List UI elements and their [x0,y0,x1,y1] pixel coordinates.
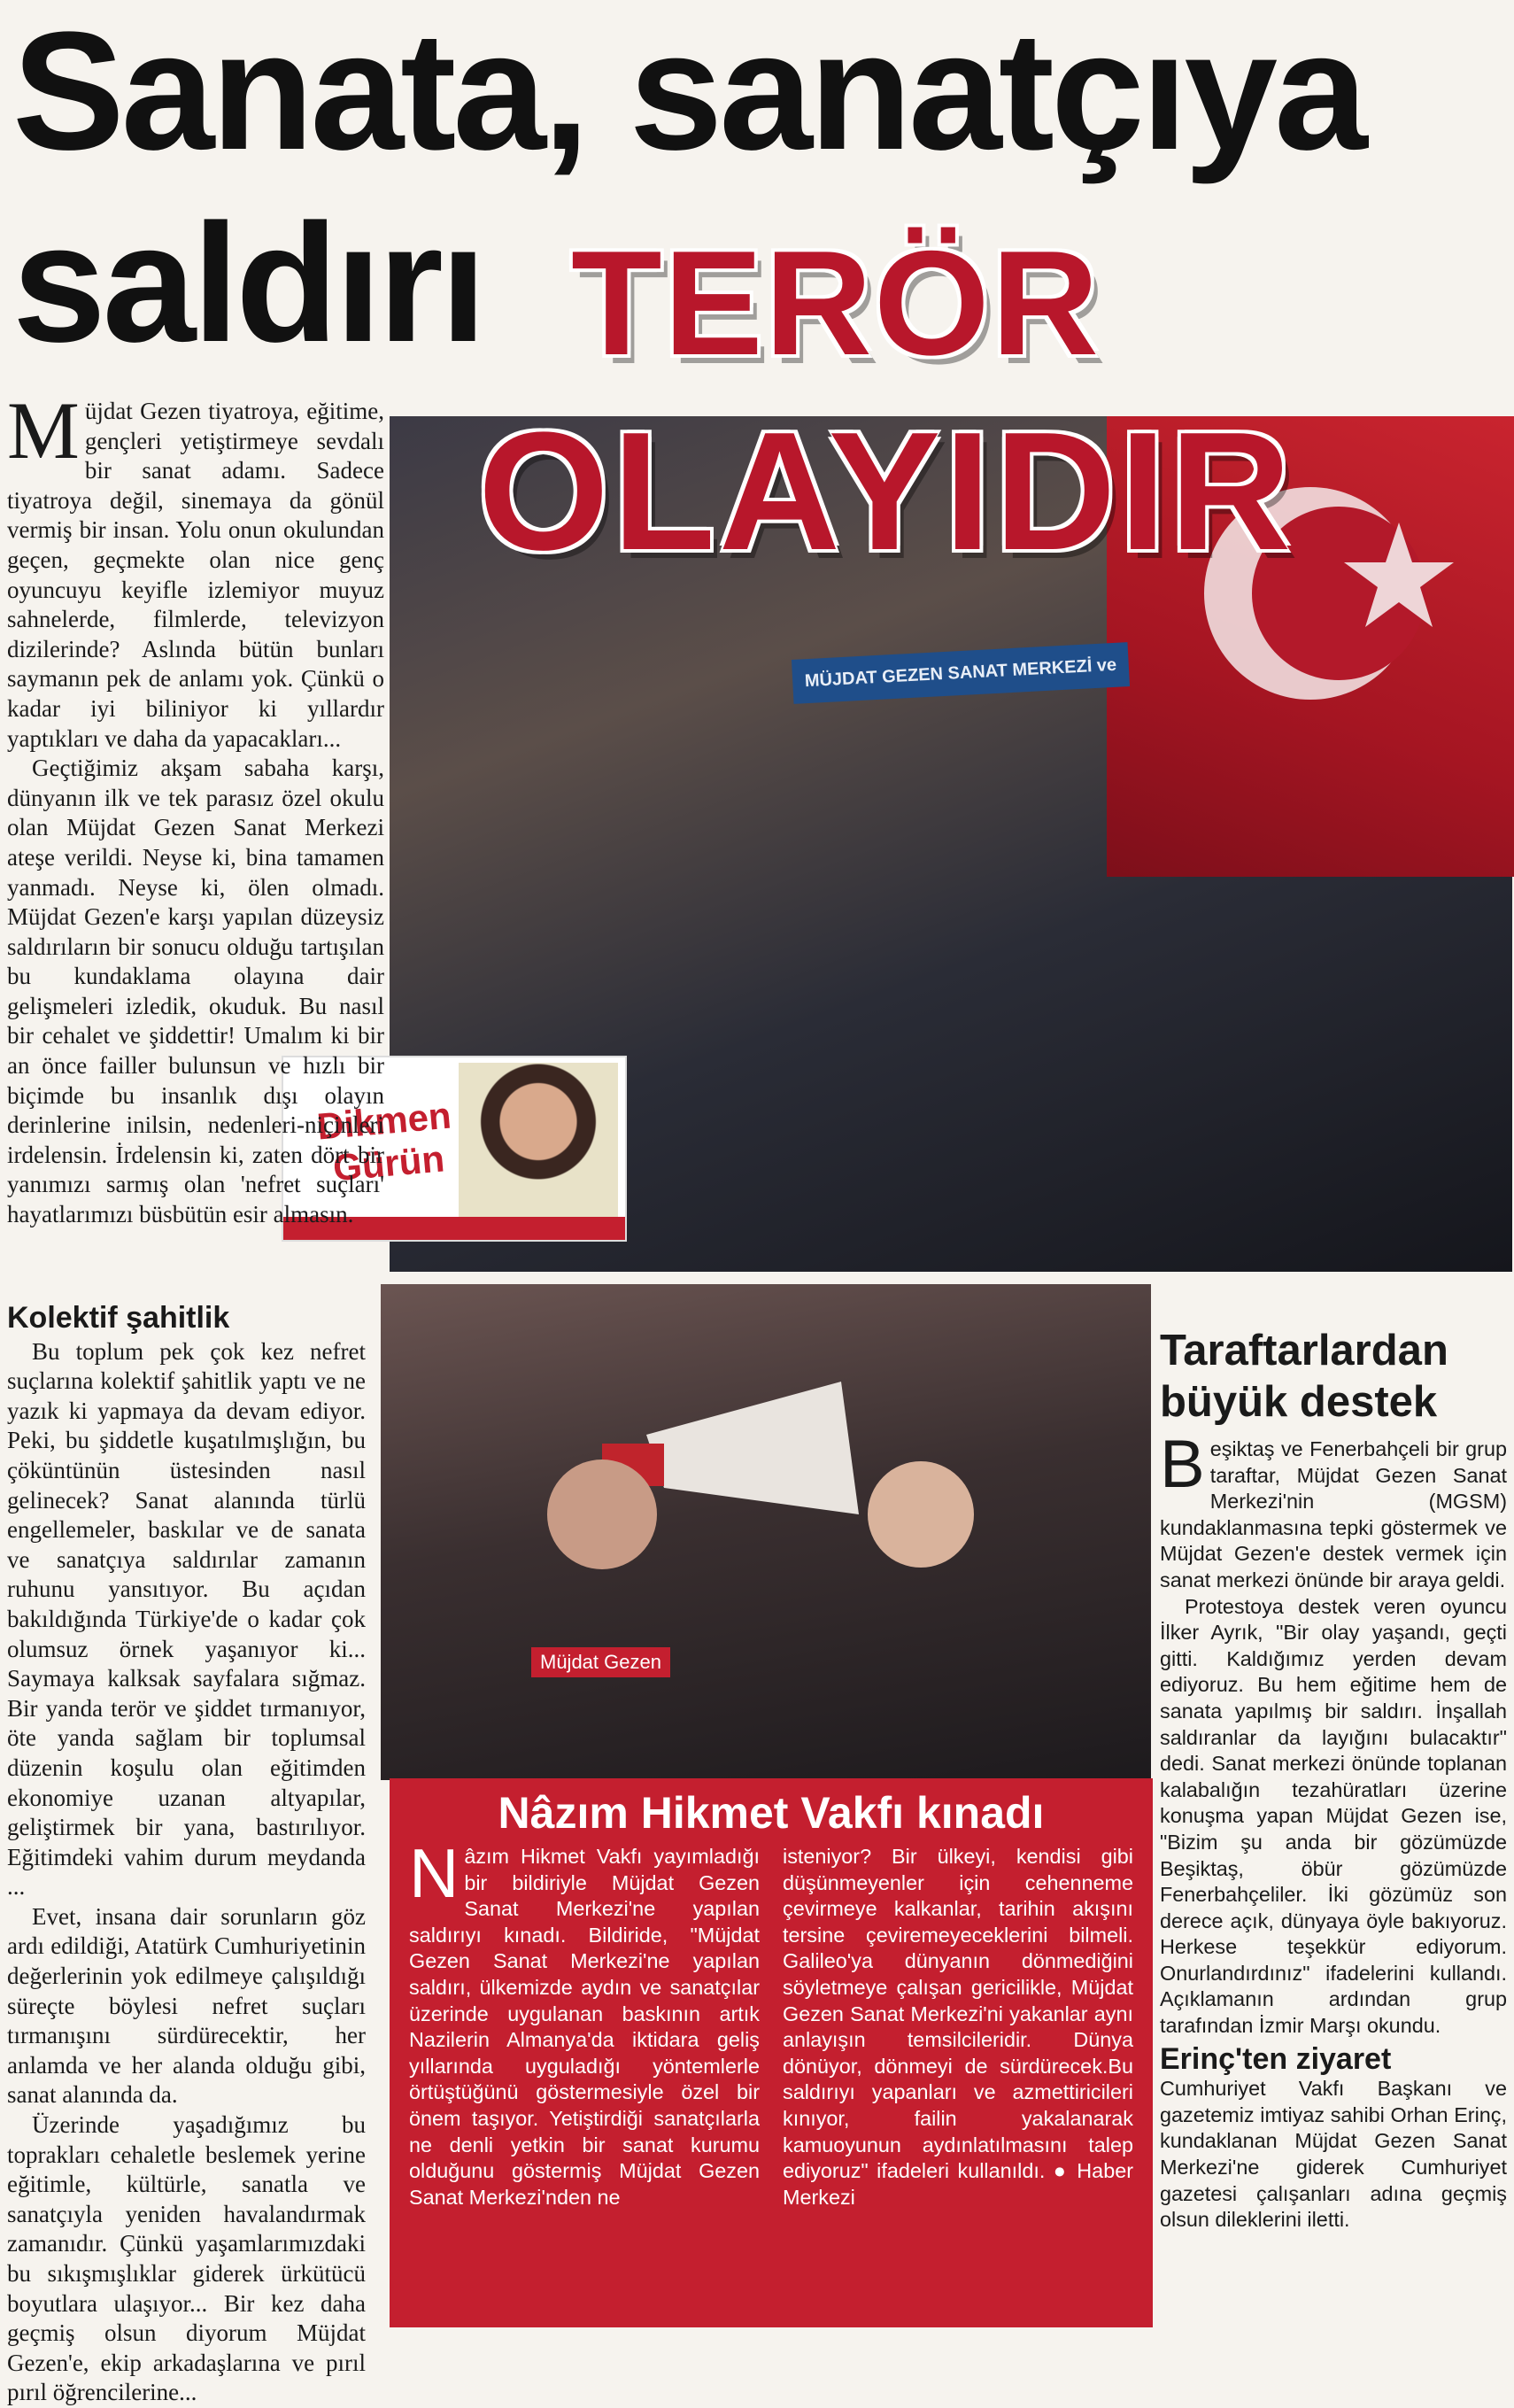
column-paragraph-1: üjdat Gezen tiyatroya, eğitime, gençleri yetiştirmeye sevdalı bir sanat adamı. Sadece tiyatroya değil, sinemaya da gönül vermiş bir insan. Yolu onun okulundan geçen, geçmekte olan nice genç oyuncuyu keyifle izlemiyor muyuz sahnelerde, filmlerde, televizyon dizilerinde? Aslında bütün bunları saymanın pek de anlamı yok. Çünkü o kadar iyi biliniyor ki yıllardır yaptıkları ve daha da yapacakları... [7,398,384,752]
column-paragraph-3: Bu toplum pek çok kez nefret suçlarına kolektif şahitlik yaptı ve ne yazık ki yapmaya da devam ediyor. Peki, bu şiddetle kuşatılmışlığın, bu çöküntünün üstesinden nasıl gelinecek? Sanat alanında türlü engellemeler, baskılar ve de sanata ve sanatçıya saldırılar zamanın ruhunu yansıtıyor. Bu açıdan bakıldığında Türkiye'de o kadar çok olumsuz örnek yaşanıyor ki... Saymaya kalksak sayfalara sığmaz. Bir yanda terör ve şiddet tırmanıyor, öte yanda sağlam bir toplumsal düzenin koşulu olan eğitimden ekonomiye uzanan altyapılar, geliştirmek bir yana, bastırılıyor. Eğitimdeki vahim durum meydanda ... [7,1337,366,1901]
right-column [1160,1325,1507,2234]
dropcap: M [7,385,80,476]
overlay-headline-line-2: OLAYIDIR [478,398,1295,585]
headline-line-2: saldırı [12,190,483,377]
red-box-dropcap: N [409,1834,460,1912]
column-paragraph-4: Evet, insana dair sorunların göz ardı edildiği, Atatürk Cumhuriyetinin değerlerinin yok edilmeye çalışıldığı süreçte böylesi nefret suçları tırmanışını sürdürecektir, her anlamda ve her alanda olduğu gibi, sanat alanında da. [7,1902,366,2109]
right-headline-1: Taraftarlardan [1160,1327,1448,1374]
right-paragraph-2: Protestoya destek veren oyuncu İlker Ayrık, "Bir olay yaşandı, geçti gitti. Kaldığımız yerden devam ediyoruz. Bu hem eğitime hem de sanata yapılmış bir saldırı. İnşallah saldıranlar da layığını bulacaktır" dedi. Sanat merkezi önünde toplanan kalabalığın tezahüratları üzerine konuşma yapan Müjdat Gezen ise, "Bizim şu anda bir gözümüzde Beşiktaş, öbür gözümüzde Fenerbahçeliler. İki gözümüz son derece açık, dünyaya öyle bakıyoruz. Herkese teşekkür ediyorum. Onurlandırdınız" ifadelerini kullandı. Açıklamanın ardından grup tarafından İzmir Marşı okundu. [1160,1594,1507,2038]
column-paragraph-2: Geçtiğimiz akşam sabaha karşı, dünyanın ilk ve tek parasız özel okulu olan Müjdat Gezen Sanat Merkezi ateşe verildi. Neyse ki, bina tamamen yanmadı. Neyse ki, ölen olmadı. Müjdat Gezen'e karşı yapılan düzeysiz saldırıların bir sonucu olduğu tartışılan bu kundaklama olayına dair gelişmeleri izledik, okuduk. Bu nasıl bir cehalet ve şiddettir! Umalım ki bir an önce failler bulunsun ve hızlı bir biçimde bu insanlık dışı olayın derinlerine inilsin, nedenleri-niçinleri irdelensin. İrdelensin ki, zaten dört bir yanımızı sarmış olan 'nefret suçları' hayatlarımızı büsbütün esir almasın. [7,755,384,1228]
headline-line-1: Sanata, sanatçıya [12,0,1364,185]
secondary-photo-megaphone [372,1275,1151,1780]
column-paragraph-5: Üzerinde yaşadığımız bu toprakları cehaletle beslemek yerine eğitimle, kültürle, sanatla ve sanatçıyla yeniden havalandırmak zamanıdır. Çünkü yaşamlarımızdaki bu sıkışmışlıklar giderek ürkütücü boyutlara ulaşıyor... Bir kez daha geçmiş olsun diyorum Müjdat Gezen'e, ekip arkadaşlarına ve pırıl pırıl öğrencilerine... [7,2111,366,2406]
right-headline-2: büyük destek [1160,1378,1438,1426]
column-subhead: Kolektif şahitlik [7,1301,230,1335]
right-paragraph-3: Cumhuriyet Vakfı Başkanı ve gazetemiz imtiyaz sahibi Orhan Erinç, kundaklanan Müjdat Gezen Sanat Merkezi'ne giderek Cumhuriyet gazetesi çalışanları adına geçmiş olsun dileklerini iletti. [1160,2077,1507,2232]
author-photo [459,1063,618,1231]
right-dropcap: B [1160,1427,1205,1502]
red-box-text-1: âzım Hikmet Vakfı yayımladığı bir bildiriyle Müjdat Gezen Sanat Merkezi'ne yapılan saldırıyı kınadı. Bildiride, "Müjdat Gezen Sanat Merkezi'ne yapılan saldırı, ülkemizde aydın ve sanatçılar üzerinde uygulanan baskının artık Nazilerin Almanya'da iktidara geliş yıllarında uyguladığı yöntemlerle örtüştüğünü göstermesiyle özel bir önem taşıyor. Yetiştirdiği sanatçılarla ne denli yetkin bir sanat kurumu olduğunu göstermiş Müjdat Gezen Sanat Merkezi'nden ne [409,1845,760,2209]
red-box-text-2: isteniyor? Bir ülkeyi, kendisi gibi düşünmeyenler için cehenneme çevirmeye kalkanlar, tarihin akışını tersine çeviremeyeceklerini bilmeli. Galileo'ya dünyanın dönmediğini söyletmeye çalışan gericilikle, Müjdat Gezen Sanat Merkezi'ni yakanlar aynı anlayışın temsilcileridir. Dünya dönüyor, dönmeyi de sürdürecek.Bu saldırıyı yapanları ve azmettiricileri kınıyor, failin yakalanarak kamuoyunun aydınlatılmasını talep ediyoruz" ifadeleri kullanıldı. [783,1845,1133,2183]
right-paragraph-1: eşiktaş ve Fenerbahçeli bir grup taraftar, Müjdat Gezen Sanat Merkezi'nin (MGSM) kundaklanmasına tepki göstermek ve Müjdat Gezen'e destek vermek için sanat merkezi önünde bir araya geldi. [1160,1437,1507,1591]
megaphone-icon [381,1284,1142,1771]
right-subhead: Erinç'ten ziyaret [1160,2041,1392,2076]
article-column-bottom [7,1300,366,2408]
red-box-column-1 [409,1834,760,2211]
author-last-name: Gürün [331,1137,446,1189]
article-column-top [7,385,384,1230]
red-box-byline: ● Haber Merkezi [783,2159,1133,2209]
right-column-text [1160,1427,1507,2234]
red-news-box [390,1778,1153,2327]
overlay-headline-line-1: TERÖR [571,220,1101,386]
author-first-name: Dikmen [315,1094,453,1148]
red-box-column-2 [783,1844,1133,2211]
building-sign: MÜJDAT GEZEN SANAT MERKEZİ ve [792,642,1130,704]
photo-caption: Müjdat Gezen [531,1647,670,1677]
red-box-title: Nâzım Hikmet Vakfı kınadı [498,1788,1045,1838]
